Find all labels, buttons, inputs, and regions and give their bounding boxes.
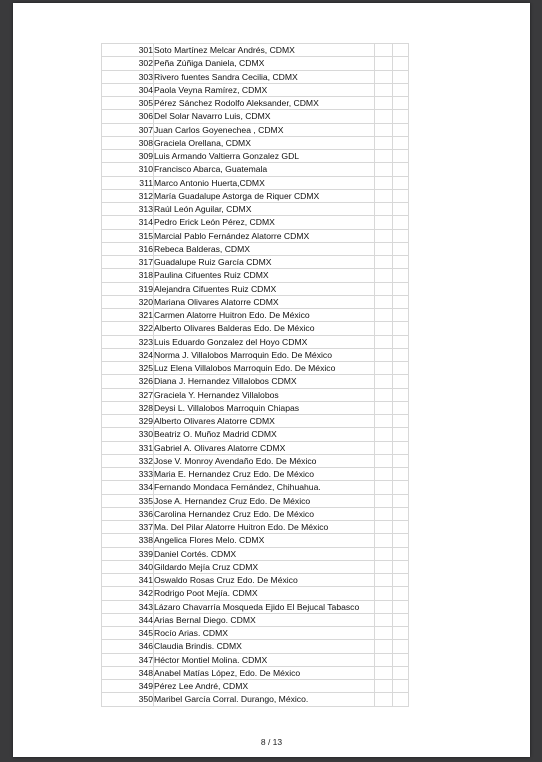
empty-cell: [375, 83, 393, 96]
empty-cell: [393, 110, 409, 123]
row-name: Marcial Pablo Fernández Alatorre CDMX: [154, 229, 375, 242]
empty-cell: [393, 388, 409, 401]
row-number: 328: [102, 401, 154, 414]
row-number: 339: [102, 547, 154, 560]
table-row: [102, 57, 409, 70]
page-indicator: 8 / 13: [260, 737, 283, 747]
empty-cell: [375, 123, 393, 136]
row-name: Gildardo Mejía Cruz CDMX: [154, 560, 375, 573]
empty-cell: [393, 309, 409, 322]
empty-cell: [393, 640, 409, 653]
signatory-table: [101, 43, 409, 707]
table-row: [102, 256, 409, 269]
empty-cell: [393, 216, 409, 229]
empty-cell: [375, 375, 393, 388]
empty-cell: [375, 560, 393, 573]
row-number: 323: [102, 335, 154, 348]
table-row: [102, 216, 409, 229]
table-row: [102, 295, 409, 308]
empty-cell: [375, 295, 393, 308]
empty-cell: [375, 441, 393, 454]
row-name: Peña Zúñiga Daniela, CDMX: [154, 57, 375, 70]
table-row: [102, 322, 409, 335]
empty-cell: [393, 613, 409, 626]
table-row: [102, 574, 409, 587]
empty-cell: [393, 547, 409, 560]
row-name: Jose A. Hernandez Cruz Edo. De México: [154, 494, 375, 507]
row-name: Deysi L. Villalobos Marroquin Chiapas: [154, 401, 375, 414]
empty-cell: [393, 150, 409, 163]
row-name: Rebeca Balderas, CDMX: [154, 242, 375, 255]
empty-cell: [393, 415, 409, 428]
row-name: Maria E. Hernandez Cruz Edo. De México: [154, 468, 375, 481]
table-row: [102, 680, 409, 693]
row-number: 302: [102, 57, 154, 70]
empty-cell: [393, 362, 409, 375]
empty-cell: [375, 362, 393, 375]
empty-cell: [375, 176, 393, 189]
table-row: [102, 176, 409, 189]
row-name: Jose V. Monroy Avendaño Edo. De México: [154, 454, 375, 467]
empty-cell: [375, 335, 393, 348]
empty-cell: [375, 640, 393, 653]
table-row: [102, 627, 409, 640]
empty-cell: [393, 401, 409, 414]
empty-cell: [375, 44, 393, 57]
row-name: Paulina Cifuentes Ruiz CDMX: [154, 269, 375, 282]
row-name: Carolina Hernandez Cruz Edo. De México: [154, 507, 375, 520]
row-number: 320: [102, 295, 154, 308]
row-name: Angelica Flores Melo. CDMX: [154, 534, 375, 547]
empty-cell: [375, 256, 393, 269]
table-row: [102, 587, 409, 600]
table-row: [102, 70, 409, 83]
empty-cell: [375, 600, 393, 613]
empty-cell: [375, 547, 393, 560]
empty-cell: [393, 229, 409, 242]
empty-cell: [375, 507, 393, 520]
empty-cell: [393, 560, 409, 573]
table-row: [102, 454, 409, 467]
row-number: 313: [102, 203, 154, 216]
row-name: Rodrigo Poot Mejía. CDMX: [154, 587, 375, 600]
row-number: 341: [102, 574, 154, 587]
row-name: Ma. Del Pilar Alatorre Huitron Edo. De México: [154, 521, 375, 534]
row-number: 350: [102, 693, 154, 706]
empty-cell: [393, 534, 409, 547]
empty-cell: [393, 481, 409, 494]
empty-cell: [393, 189, 409, 202]
row-number: 332: [102, 454, 154, 467]
row-number: 311: [102, 176, 154, 189]
row-number: 307: [102, 123, 154, 136]
table-row: [102, 666, 409, 679]
table-row: [102, 203, 409, 216]
table-row: [102, 189, 409, 202]
empty-cell: [375, 521, 393, 534]
row-name: Maribel García Corral. Durango, México.: [154, 693, 375, 706]
row-number: 303: [102, 70, 154, 83]
table-row: [102, 136, 409, 149]
row-name: Rivero fuentes Sandra Cecilia, CDMX: [154, 70, 375, 83]
row-name: Rocío Arias. CDMX: [154, 627, 375, 640]
table-row: [102, 494, 409, 507]
row-number: 344: [102, 613, 154, 626]
table-row: [102, 375, 409, 388]
row-number: 310: [102, 163, 154, 176]
empty-cell: [375, 468, 393, 481]
row-name: Graciela Y. Hernandez Villalobos: [154, 388, 375, 401]
row-name: Héctor Montiel Molina. CDMX: [154, 653, 375, 666]
row-name: Luis Armando Valtierra Gonzalez GDL: [154, 150, 375, 163]
empty-cell: [393, 269, 409, 282]
empty-cell: [375, 613, 393, 626]
row-number: 333: [102, 468, 154, 481]
row-number: 319: [102, 282, 154, 295]
row-number: 349: [102, 680, 154, 693]
table-row: [102, 521, 409, 534]
empty-cell: [375, 97, 393, 110]
empty-cell: [393, 57, 409, 70]
table-row: [102, 653, 409, 666]
empty-cell: [393, 136, 409, 149]
row-number: 325: [102, 362, 154, 375]
empty-cell: [393, 600, 409, 613]
table-row: [102, 150, 409, 163]
row-number: 337: [102, 521, 154, 534]
row-name: Francisco Abarca, Guatemala: [154, 163, 375, 176]
row-name: Alberto Olivares Alatorre CDMX: [154, 415, 375, 428]
row-number: 329: [102, 415, 154, 428]
row-number: 340: [102, 560, 154, 573]
row-number: 301: [102, 44, 154, 57]
empty-cell: [393, 468, 409, 481]
empty-cell: [393, 680, 409, 693]
empty-cell: [393, 653, 409, 666]
row-number: 306: [102, 110, 154, 123]
row-name: Fernando Mondaca Fernández, Chihuahua.: [154, 481, 375, 494]
empty-cell: [375, 309, 393, 322]
empty-cell: [393, 83, 409, 96]
empty-cell: [393, 295, 409, 308]
empty-cell: [375, 136, 393, 149]
empty-cell: [375, 666, 393, 679]
row-name: Juan Carlos Goyenechea , CDMX: [154, 123, 375, 136]
table-row: [102, 83, 409, 96]
empty-cell: [375, 388, 393, 401]
empty-cell: [375, 229, 393, 242]
empty-cell: [375, 680, 393, 693]
table-row: [102, 613, 409, 626]
table-row: [102, 110, 409, 123]
empty-cell: [375, 216, 393, 229]
empty-cell: [375, 534, 393, 547]
empty-cell: [393, 587, 409, 600]
row-number: 315: [102, 229, 154, 242]
empty-cell: [375, 203, 393, 216]
empty-cell: [375, 693, 393, 706]
row-number: 305: [102, 97, 154, 110]
empty-cell: [393, 163, 409, 176]
row-name: Guadalupe Ruiz García CDMX: [154, 256, 375, 269]
empty-cell: [393, 494, 409, 507]
row-name: Carmen Alatorre Huitron Edo. De México: [154, 309, 375, 322]
table-body: [102, 44, 409, 707]
row-name: María Guadalupe Astorga de Riquer CDMX: [154, 189, 375, 202]
table-row: [102, 348, 409, 361]
row-number: 321: [102, 309, 154, 322]
table-row: [102, 507, 409, 520]
row-name: Diana J. Hernandez Villalobos CDMX: [154, 375, 375, 388]
row-number: 317: [102, 256, 154, 269]
row-number: 308: [102, 136, 154, 149]
row-name: Mariana Olivares Alatorre CDMX: [154, 295, 375, 308]
table-row: [102, 229, 409, 242]
row-number: 331: [102, 441, 154, 454]
document-page: [13, 3, 530, 757]
empty-cell: [393, 44, 409, 57]
row-number: 343: [102, 600, 154, 613]
row-name: Arias Bernal Diego. CDMX: [154, 613, 375, 626]
empty-cell: [375, 282, 393, 295]
table-row: [102, 534, 409, 547]
empty-cell: [393, 335, 409, 348]
empty-cell: [393, 123, 409, 136]
row-number: 316: [102, 242, 154, 255]
row-name: Paola Veyna Ramírez, CDMX: [154, 83, 375, 96]
empty-cell: [375, 428, 393, 441]
row-number: 322: [102, 322, 154, 335]
empty-cell: [375, 481, 393, 494]
row-number: 348: [102, 666, 154, 679]
row-name: Marco Antonio Huerta,CDMX: [154, 176, 375, 189]
empty-cell: [375, 242, 393, 255]
table-row: [102, 415, 409, 428]
empty-cell: [375, 454, 393, 467]
empty-cell: [375, 70, 393, 83]
table-row: [102, 428, 409, 441]
table-row: [102, 401, 409, 414]
table-row: [102, 693, 409, 706]
row-number: 345: [102, 627, 154, 640]
table-row: [102, 335, 409, 348]
empty-cell: [393, 666, 409, 679]
table-row: [102, 362, 409, 375]
row-name: Raúl León Aguilar, CDMX: [154, 203, 375, 216]
table-row: [102, 560, 409, 573]
empty-cell: [375, 189, 393, 202]
table-row: [102, 468, 409, 481]
row-number: 327: [102, 388, 154, 401]
empty-cell: [375, 110, 393, 123]
row-number: 314: [102, 216, 154, 229]
table-row: [102, 163, 409, 176]
table-row: [102, 44, 409, 57]
row-number: 326: [102, 375, 154, 388]
row-number: 335: [102, 494, 154, 507]
table-row: [102, 269, 409, 282]
row-name: Alejandra Cifuentes Ruiz CDMX: [154, 282, 375, 295]
empty-cell: [393, 441, 409, 454]
table-row: [102, 123, 409, 136]
row-number: 324: [102, 348, 154, 361]
empty-cell: [375, 494, 393, 507]
row-name: Anabel Matías López, Edo. De México: [154, 666, 375, 679]
row-name: Norma J. Villalobos Marroquin Edo. De México: [154, 348, 375, 361]
empty-cell: [393, 693, 409, 706]
empty-cell: [375, 587, 393, 600]
empty-cell: [393, 348, 409, 361]
empty-cell: [375, 627, 393, 640]
row-number: 330: [102, 428, 154, 441]
row-number: 342: [102, 587, 154, 600]
empty-cell: [393, 375, 409, 388]
row-name: Pedro Erick León Pérez, CDMX: [154, 216, 375, 229]
empty-cell: [393, 242, 409, 255]
row-number: 312: [102, 189, 154, 202]
row-number: 346: [102, 640, 154, 653]
row-name: Beatriz O. Muñoz Madrid CDMX: [154, 428, 375, 441]
row-number: 334: [102, 481, 154, 494]
row-name: Del Solar Navarro Luis, CDMX: [154, 110, 375, 123]
row-number: 336: [102, 507, 154, 520]
table-row: [102, 441, 409, 454]
empty-cell: [393, 454, 409, 467]
empty-cell: [375, 322, 393, 335]
row-name: Lázaro Chavarría Mosqueda Ejido El Bejucal Tabasco: [154, 600, 375, 613]
table-row: [102, 547, 409, 560]
empty-cell: [393, 256, 409, 269]
table-row: [102, 282, 409, 295]
row-name: Pérez Sánchez Rodolfo Aleksander, CDMX: [154, 97, 375, 110]
row-name: Pérez Lee André, CDMX: [154, 680, 375, 693]
empty-cell: [375, 57, 393, 70]
row-number: 304: [102, 83, 154, 96]
row-number: 309: [102, 150, 154, 163]
empty-cell: [375, 269, 393, 282]
empty-cell: [393, 507, 409, 520]
table-row: [102, 309, 409, 322]
empty-cell: [393, 282, 409, 295]
row-name: Gabriel A. Olivares Alatorre CDMX: [154, 441, 375, 454]
empty-cell: [393, 428, 409, 441]
row-name: Daniel Cortés. CDMX: [154, 547, 375, 560]
table-row: [102, 388, 409, 401]
row-name: Soto Martínez Melcar Andrés, CDMX: [154, 44, 375, 57]
empty-cell: [375, 163, 393, 176]
empty-cell: [393, 521, 409, 534]
table-row: [102, 640, 409, 653]
empty-cell: [375, 150, 393, 163]
row-number: 318: [102, 269, 154, 282]
row-name: Alberto Olivares Balderas Edo. De México: [154, 322, 375, 335]
empty-cell: [393, 627, 409, 640]
table-row: [102, 242, 409, 255]
row-number: 338: [102, 534, 154, 547]
empty-cell: [393, 176, 409, 189]
row-name: Claudia Brindis. CDMX: [154, 640, 375, 653]
table-row: [102, 481, 409, 494]
row-name: Oswaldo Rosas Cruz Edo. De México: [154, 574, 375, 587]
empty-cell: [375, 348, 393, 361]
empty-cell: [375, 401, 393, 414]
row-name: Luis Eduardo Gonzalez del Hoyo CDMX: [154, 335, 375, 348]
row-name: Luz Elena Villalobos Marroquin Edo. De México: [154, 362, 375, 375]
empty-cell: [393, 203, 409, 216]
empty-cell: [375, 653, 393, 666]
table-row: [102, 600, 409, 613]
empty-cell: [393, 70, 409, 83]
empty-cell: [375, 574, 393, 587]
table-row: [102, 97, 409, 110]
empty-cell: [375, 415, 393, 428]
empty-cell: [393, 574, 409, 587]
empty-cell: [393, 97, 409, 110]
row-name: Graciela Orellana, CDMX: [154, 136, 375, 149]
row-number: 347: [102, 653, 154, 666]
empty-cell: [393, 322, 409, 335]
